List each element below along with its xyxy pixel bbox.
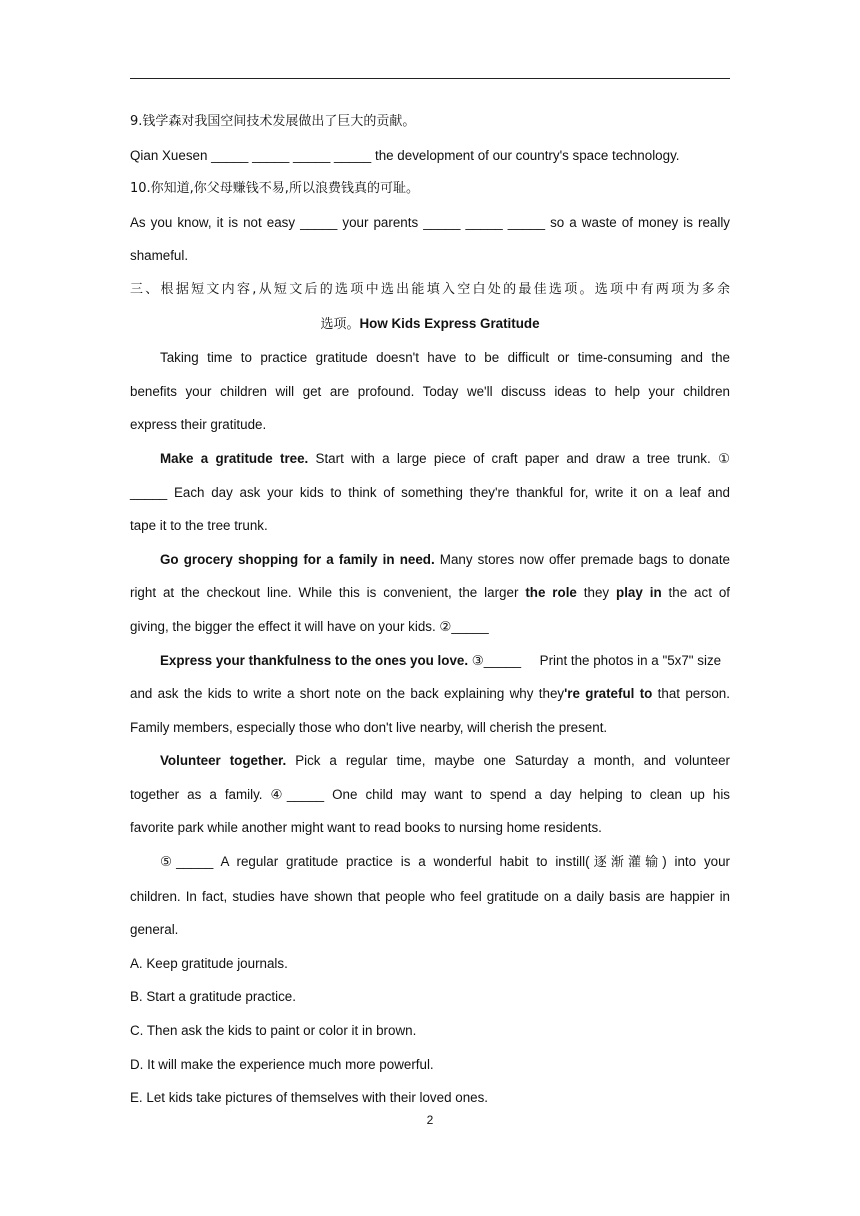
p4-heading: Volunteer together.	[160, 753, 287, 769]
p3-line-1	[130, 644, 730, 678]
p5-text-1b: ) into your	[662, 854, 730, 870]
p2-phrase-the-role: the role	[525, 585, 577, 601]
p3-line-2	[130, 677, 730, 711]
page-number: 2	[426, 1113, 434, 1127]
option-e: E. Let kids take pictures of themselves with their loved ones.	[130, 1090, 489, 1106]
p3-text-1: ③_____ Print the photos in a "5x7" size	[468, 652, 722, 668]
page-content	[130, 105, 730, 1115]
q9-prompt: 9.钱学森对我国空间技术发展做出了巨大的贡献。	[130, 114, 416, 129]
p1-line-2: _____ Each day ask your kids to think of something they're thankful for, write it on a leaf and	[130, 484, 730, 500]
intro-line-1: Taking time to practice gratitude doesn't have to be difficult or time-consuming and the	[160, 350, 730, 366]
p2-text-1: Many stores now offer premade bags to donate	[434, 551, 730, 567]
q9-answer: Qian Xuesen _____ _____ _____ _____ the development of our country's space technology.	[130, 147, 680, 163]
header-rule	[130, 78, 730, 79]
p5-chinese-gloss: 逐渐灌输	[589, 855, 663, 871]
p5-line-2: children. In fact, studies have shown that people who feel gratitude on a daily basis are happier in	[130, 888, 730, 904]
p1-heading: Make a gratitude tree.	[160, 450, 309, 466]
p2-text-2e: the act of	[661, 585, 730, 601]
section3-instruction-tail: 选项。	[320, 316, 360, 332]
p2-text-2a: right at the checkout line. While this is convenient, the larger	[130, 585, 526, 601]
section3-instruction-line-1: 三、根据短文内容,从短文后的选项中选出能填入空白处的最佳选项。选项中有两项为多余	[130, 281, 730, 297]
p1-line-1	[130, 442, 730, 476]
p4-text-1: Pick a regular time, maybe one Saturday a month, and volunteer	[286, 753, 730, 769]
p3-line-3: Family members, especially those who don't live nearby, will cherish the present.	[130, 719, 608, 735]
p1-line-3: tape it to the tree trunk.	[130, 518, 268, 534]
option-b: B. Start a gratitude practice.	[130, 989, 296, 1005]
q10-prompt: 10.你知道,你父母赚钱不易,所以浪费钱真的可耻。	[130, 181, 419, 197]
p2-line-3: giving, the bigger the effect it will have on your kids. ②_____	[130, 618, 489, 634]
p3-text-2c: that person.	[652, 686, 730, 702]
p3-phrase-grateful-to: 're grateful to	[564, 686, 653, 702]
p5-line-1	[130, 845, 730, 880]
p2-phrase-play-in: play in	[616, 585, 662, 601]
q10-answer-line-2: shameful.	[130, 248, 189, 264]
passage-title: How Kids Express Gratitude	[359, 315, 540, 331]
q10-answer-line-1: As you know, it is not easy _____ your parents _____ _____ _____ so a waste of money is really	[130, 214, 730, 230]
p3-heading: Express your thankfulness to the ones you love.	[160, 652, 469, 668]
p5-line-3: general.	[130, 922, 179, 938]
p2-line-1	[130, 543, 730, 577]
p5-text-1a: ⑤_____ A regular gratitude practice is a wonderful habit to instill(	[160, 854, 590, 870]
p2-text-2c: they	[576, 585, 617, 601]
p4-line-1	[130, 744, 730, 778]
p2-heading: Go grocery shopping for a family in need.	[160, 551, 435, 567]
option-d: D. It will make the experience much more powerful.	[130, 1056, 434, 1072]
p4-line-2: together as a family. ④_____ One child may want to spend a day helping to clean up his	[130, 786, 730, 802]
p1-text-1: Start with a large piece of craft paper and draw a tree trunk. ①	[308, 450, 730, 466]
option-c: C. Then ask the kids to paint or color it in brown.	[130, 1023, 417, 1039]
section3-instruction-line-2	[130, 307, 730, 342]
p3-text-2a: and ask the kids to write a short note on the back explaining why they	[130, 686, 565, 702]
p2-line-2	[130, 576, 730, 610]
p4-line-3: favorite park while another might want to read books to nursing home residents.	[130, 820, 602, 836]
intro-line-3: express their gratitude.	[130, 417, 267, 433]
option-a: A. Keep gratitude journals.	[130, 955, 288, 971]
intro-line-2: benefits your children will get are profound. Today we'll discuss ideas to help your children	[130, 383, 730, 399]
